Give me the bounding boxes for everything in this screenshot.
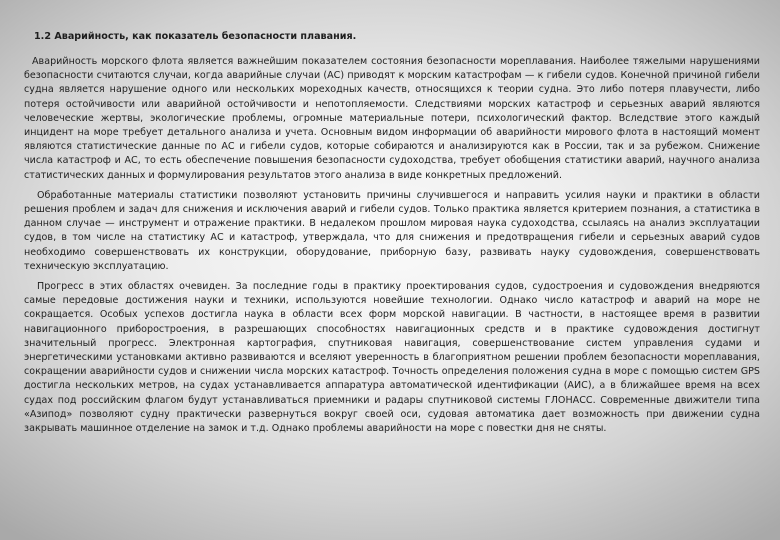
- paragraph-accident-rate: Аварийность морского флота является важнейшим показателем состояния безопасности мореплавания. Наиболее тяжелыми нарушениями безопасности считаются случаи, когда аварийные случаи (АС) приводят к морским катастрофам — к гибели судов. Конечной причиной гибели судна является нарушение одного или нескольких мореходных качеств, относящихся к теории судна. Это либо потеря плавучести, либо потеря остойчивости или аварийной остойчивости и непотопляемости. Следствиями морских катастроф и серьезных аварий являются человеческие жертвы, экологические проблемы, огромные материальные потери, психологический фактор. Вследствие этого каждый инцидент на море требует детального анализа и учета. Основным видом информации об аварийности мирового флота в настоящий момент являются статистические данные по АС и гибели судов, которые собираются и анализируются как в России, так и за рубежом. Снижение числа катастроф и АС, то есть обеспечение повышения безопасности судоходства, требует обобщения статистики аварий, научного анализа статистических данных и формулирования результатов этого анализа в виде конкретных предложений.: [24, 56, 760, 181]
- section-title: 1.2 Аварийность, как показатель безопасности плавания.: [34, 31, 357, 42]
- paragraph-progress: Прогресс в этих областях очевиден. За последние годы в практику проектирования судов, судостроения и судовождения внедряются самые передовые достижения науки и техники, используются новейшие технологии. Однако число катастроф и аварий на море не сокращается. Особых успехов достигла наука в области всех форм морской навигации. В частности, в настоящее время в развитии навигационного приборостроения, в разрешающих способностях навигационных средств и в практике судовождения достигнут значительный прогресс. Электронная картография, спутниковая навигация, совершенствование систем управления судами и энергетическими установками активно развиваются и вселяют уверенность в благоприятном решении проблем безопасности мореплавания, сокращении аварийности судов и снижении числа морских катастроф. Точность определения положения судна в море с помощью систем GPS достигла нескольких метров, на судах устанавливается аппаратура автоматической идентификации (АИС), а в ближайшее время на всех судах под российским флагом будут устанавливаться приемники и радары спутниковой системы ГЛОНАСС. Современные движители типа «Азипод» позволяют судну практически развернуться вокруг своей оси, судовая автоматика дает возможность при движении судна закрывать машинное отделение на замок и т.д. Однако проблемы аварийности на море с повестки дня не сняты.: [24, 281, 760, 435]
- document-body: [24, 30, 760, 442]
- paragraph-statistics: Обработанные материалы статистики позволяют установить причины случившегося и направить усилия науки и практики в области решения проблем и задач для снижения и исключения аварий и гибели судов. Только практика является критерием познания, а статистика в данном случае — инструмент и отражение практики. В недалеком прошлом мировая наука судоходства, ссылаясь на анализ эксплуатации судов, в том числе на статистику АС и катастроф, утверждала, что для снижения и предотвращения гибели и серьезных аварий судов необходимо совершенствовать их конструкции, оборудование, приборную базу, развивать науку судовождения, совершенствовать техническую эксплуатацию.: [24, 189, 760, 272]
